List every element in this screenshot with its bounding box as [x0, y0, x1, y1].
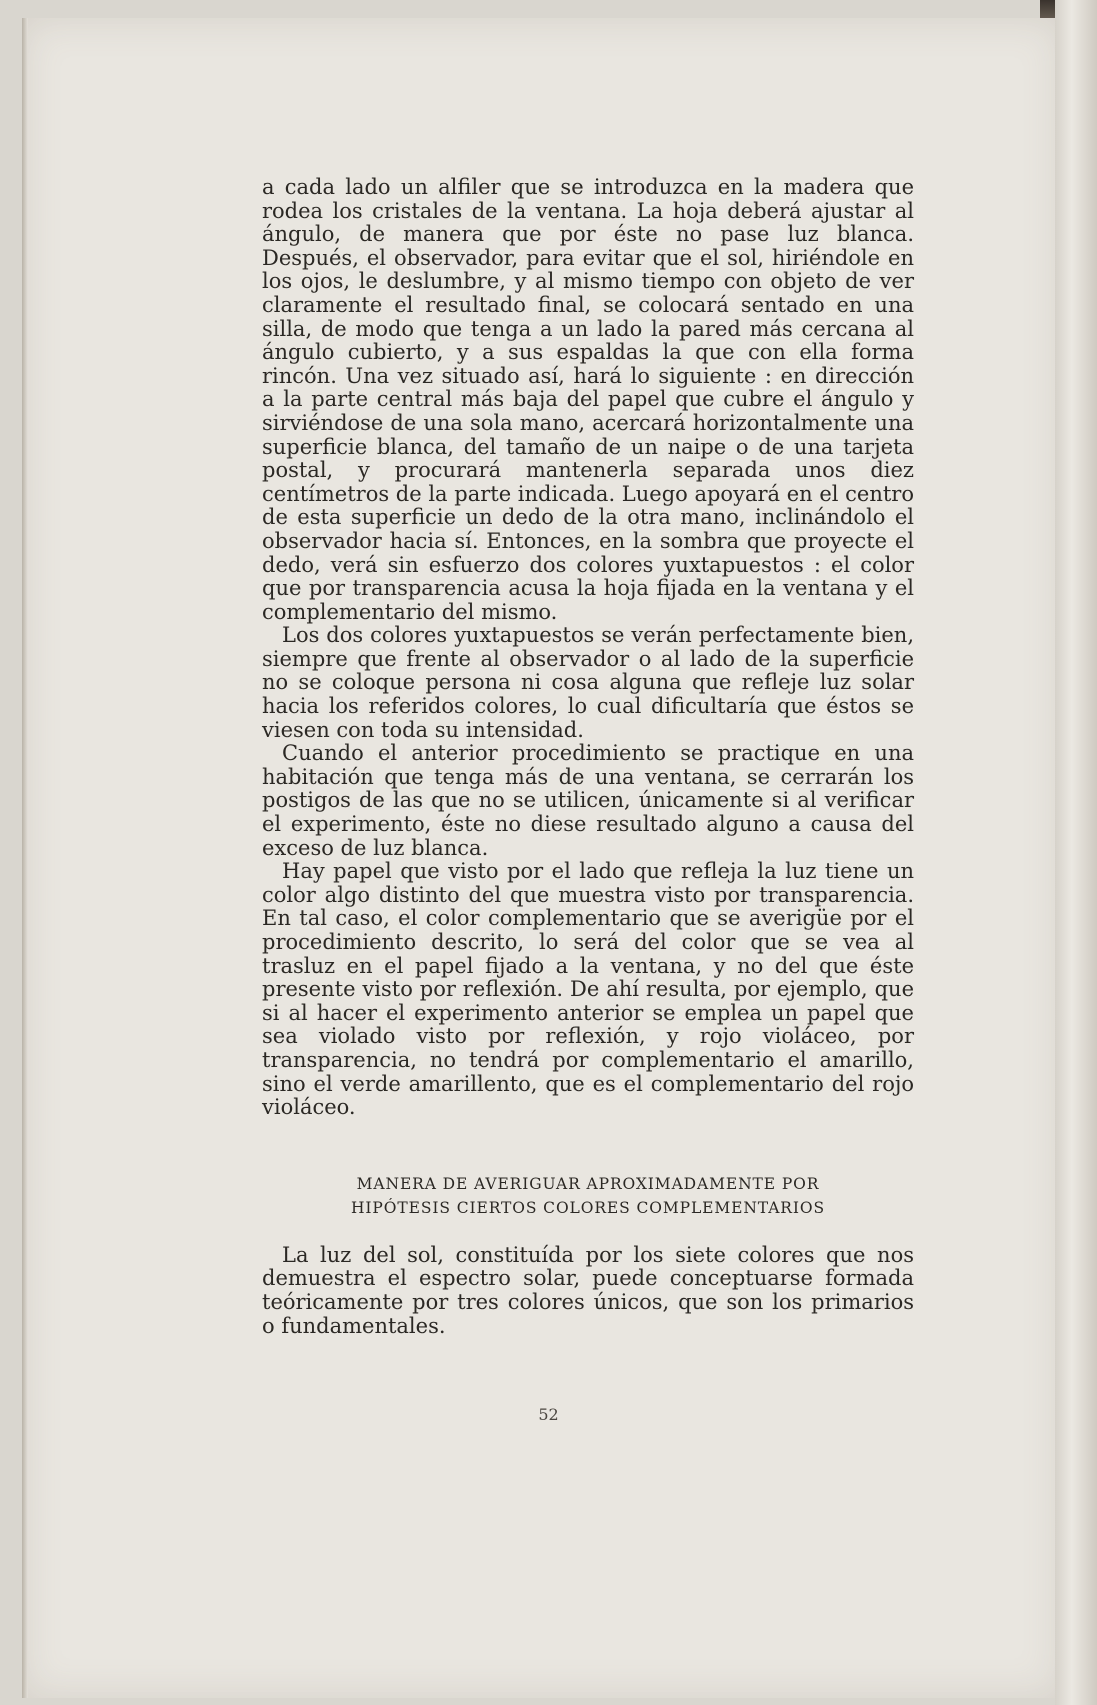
paragraph-2: Los dos colores yuxtapuestos se verán perfectamente bien, siempre que frente al observador o al lado de la superficie no se coloque persona ni cosa alguna que refleje luz solar hacia los referidos colores, lo cual dificultaría que éstos se viesen con toda su intensidad.	[262, 623, 914, 742]
paragraph-4: Hay papel que visto por el lado que refleja la luz tiene un color algo distinto del que muestra visto por transparencia. En tal caso, el color complementario que se averigüe por el procedimiento descrito, lo será del color que se vea al trasluz en el papel fijado a la ventana, y no del que éste presente visto por reflexión. De ahí resulta, por ejemplo, que si al hacer el experimento anterior se emplea un papel que sea violado visto por reflexión, y rojo violáceo, por transparencia, no tendrá por complementario el amarillo, sino el verde amarillento, que es el complementario del rojo violáceo.	[262, 859, 914, 1120]
section-heading-line-2: HIPÓTESIS CIERTOS COLORES COMPLEMENTARIOS	[350, 1198, 826, 1217]
paragraph-1: a cada lado un alfiler que se introduzca en la madera que rodea los cristales de la ventana. La hoja deberá ajustar al ángulo, de manera que por éste no pase luz blanca. Después, el observador, para evitar que el sol, hiriéndole en los ojos, le deslumbre, y al mismo tiempo con objeto de ver claramente el resultado final, se colocará sentado en una silla, de modo que tenga a un lado la pared más cercana al ángulo cubierto, y a sus espaldas la que con ella forma rincón. Una vez situado así, hará lo siguiente : en dirección a la parte central más baja del papel que cubre el ángulo y sirviéndose de una sola mano, acercará horizontalmente una superficie blanca, del tamaño de un naipe o de una tarjeta postal, y procurará mantenerla separada unos diez centímetros de la parte indicada. Luego apoyará en el centro de esta superficie un dedo de la otra mano, inclinándolo el observador hacia sí. Entonces, en la sombra que proyecte el dedo, verá sin esfuerzo dos colores yuxtapuestos : el color que por transparencia acusa la hoja fijada en la ventana y el complementario del mismo.	[262, 175, 914, 624]
page-number: 52	[538, 1405, 559, 1424]
section-heading	[262, 1172, 914, 1220]
paragraph-3: Cuando el anterior procedimiento se practique en una habitación que tenga más de una ventana, se cerrarán los postigos de las que no se utilicen, únicamente si al verificar el experimento, éste no diese resultado alguno a causa del exceso de luz blanca.	[262, 741, 914, 860]
paragraph-5: La luz del sol, constituída por los siete colores que nos demuestra el espectro solar, puede conceptuarse formada teóricamente por tres colores únicos, que son los primarios o fundamentales.	[262, 1242, 914, 1338]
page-left-edge	[22, 18, 28, 1698]
section-heading-line-1: MANERA DE AVERIGUAR APROXIMADAMENTE POR	[356, 1174, 820, 1193]
body-text	[262, 176, 914, 1338]
page-right-edge	[1055, 0, 1097, 1705]
